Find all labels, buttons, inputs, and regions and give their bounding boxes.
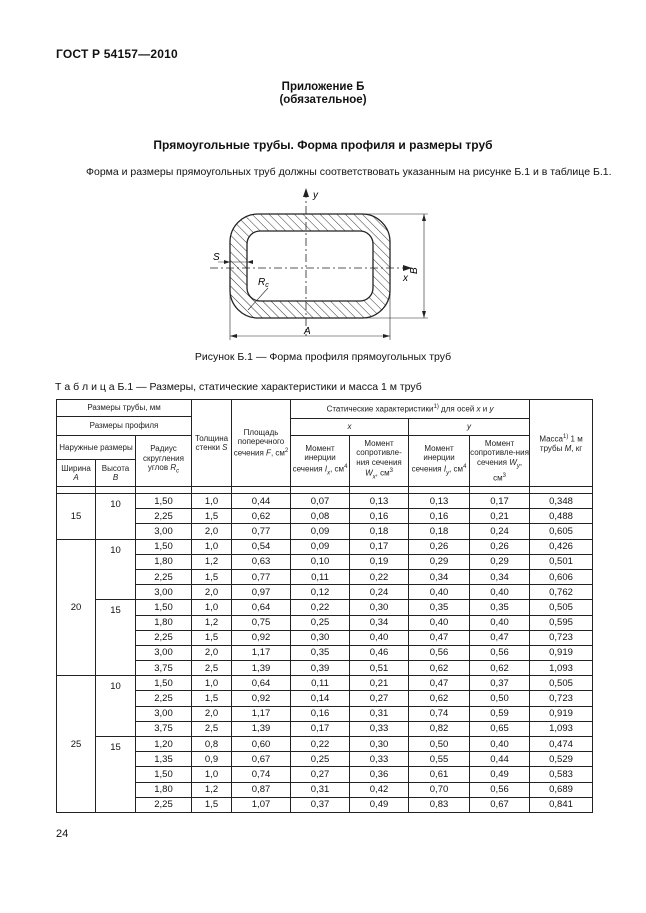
header-pipe-dims: Размеры трубы, мм — [57, 400, 192, 417]
table-cell: 0,29 — [470, 554, 530, 569]
table-cell: 0,501 — [530, 554, 593, 569]
table-cell: 0,31 — [350, 706, 409, 721]
header-axis-y: y — [409, 419, 530, 436]
table-cell: 0,18 — [409, 524, 470, 539]
table-cell: 0,44 — [232, 494, 291, 509]
separator-cell — [96, 487, 136, 494]
table-row — [57, 691, 593, 706]
table-row — [57, 645, 593, 660]
table-cell: 0,30 — [350, 600, 409, 615]
table-cell: 0,529 — [530, 752, 593, 767]
table-cell: 0,07 — [291, 494, 350, 509]
table-cell: 2,5 — [192, 661, 232, 676]
y-axis-arrow — [303, 188, 309, 197]
table-cell: 0,65 — [470, 721, 530, 736]
table-cell: 0,33 — [350, 752, 409, 767]
cell-width: 20 — [57, 539, 96, 676]
profile-figure — [196, 184, 446, 342]
table-cell: 0,74 — [409, 706, 470, 721]
table-row — [57, 585, 593, 600]
table-cell: 0,841 — [530, 797, 593, 812]
table-cell: 1,2 — [192, 782, 232, 797]
table-cell: 2,0 — [192, 645, 232, 660]
table-cell: 0,35 — [409, 600, 470, 615]
table-cell: 0,25 — [291, 752, 350, 767]
table-cell: 2,25 — [136, 630, 192, 645]
table-cell: 0,8 — [192, 737, 232, 752]
table-cell: 1,17 — [232, 706, 291, 721]
table-cell: 1,0 — [192, 767, 232, 782]
header-axis-x: x — [291, 419, 409, 436]
table-cell: 0,36 — [350, 767, 409, 782]
table-cell: 0,16 — [291, 706, 350, 721]
header-iy: Момент инерции сечения $I_y$, $см^4$ — [409, 436, 470, 487]
table-cell: 0,63 — [232, 554, 291, 569]
separator-cell — [291, 487, 350, 494]
header-ix: Момент инерции сечения $I_x$, $см^4$ — [291, 436, 350, 487]
appendix-title: Приложение Б — [281, 81, 365, 93]
table-cell: 0,505 — [530, 600, 593, 615]
separator-cell — [192, 487, 232, 494]
table-cell: 0,77 — [232, 524, 291, 539]
table-cell: 0,10 — [291, 554, 350, 569]
table-cell: 0,56 — [470, 645, 530, 660]
table-cell: 0,82 — [409, 721, 470, 736]
cell-height: 15 — [96, 737, 136, 813]
separator-cell — [470, 487, 530, 494]
table-cell: 1,2 — [192, 615, 232, 630]
table-cell: 0,49 — [470, 767, 530, 782]
table-row — [57, 721, 593, 736]
header-height: Высота B — [96, 460, 136, 487]
separator-cell — [409, 487, 470, 494]
table-cell: 0,55 — [409, 752, 470, 767]
table-cell: 0,22 — [350, 569, 409, 584]
appendix-status: (обязательное) — [279, 94, 367, 106]
table-cell: 0,62 — [232, 509, 291, 524]
table-row — [57, 554, 593, 569]
table-cell: 0,87 — [232, 782, 291, 797]
cell-width: 25 — [57, 676, 96, 813]
table-cell: 0,606 — [530, 569, 593, 584]
table-cell: 2,5 — [192, 721, 232, 736]
table-cell: 0,64 — [232, 600, 291, 615]
table-cell: 0,723 — [530, 691, 593, 706]
table-cell: 0,29 — [409, 554, 470, 569]
table-cell: 0,62 — [409, 691, 470, 706]
table-cell: 0,31 — [291, 782, 350, 797]
table-cell: 0,18 — [350, 524, 409, 539]
table-cell: 1,0 — [192, 494, 232, 509]
table-cell: 2,25 — [136, 691, 192, 706]
table-cell: 0,40 — [470, 585, 530, 600]
table-cell: 1,50 — [136, 676, 192, 691]
table-cell: 0,723 — [530, 630, 593, 645]
table-cell: 1,5 — [192, 797, 232, 812]
separator-cell — [350, 487, 409, 494]
table-cell: 0,47 — [409, 630, 470, 645]
table-cell: 3,75 — [136, 661, 192, 676]
table-row — [57, 630, 593, 645]
table-cell: 0,17 — [350, 539, 409, 554]
table-cell: 0,30 — [291, 630, 350, 645]
table-cell: 0,34 — [350, 615, 409, 630]
header-mass: Масса$^{1)}$ 1 м трубы M, кг — [530, 400, 593, 487]
table-cell: 0,09 — [291, 539, 350, 554]
table-cell: 1,17 — [232, 645, 291, 660]
table-cell: 0,17 — [291, 721, 350, 736]
separator-cell — [530, 487, 593, 494]
table-row — [57, 737, 593, 752]
header-area: Площадь поперечного сечения F, $см^2$ — [232, 400, 291, 487]
document-header: ГОСТ Р 54157—2010 — [56, 47, 178, 61]
table-cell: 0,42 — [350, 782, 409, 797]
table-row — [57, 706, 593, 721]
table-row — [57, 494, 593, 509]
table-cell: 1,20 — [136, 737, 192, 752]
table-cell: 3,00 — [136, 524, 192, 539]
table-cell: 0,13 — [350, 494, 409, 509]
table-cell: 1,093 — [530, 721, 593, 736]
table-cell: 0,24 — [470, 524, 530, 539]
table-cell: 0,21 — [350, 676, 409, 691]
header-radius: Радиус скругления углов $R_c$ — [136, 436, 192, 487]
table-row — [57, 676, 593, 691]
table-cell: 1,35 — [136, 752, 192, 767]
table-row — [57, 797, 593, 812]
table-cell: 0,26 — [409, 539, 470, 554]
table-cell: 2,0 — [192, 706, 232, 721]
table-cell: 0,40 — [409, 615, 470, 630]
cell-width: 15 — [57, 494, 96, 540]
table-cell: 1,5 — [192, 630, 232, 645]
table-cell: 1,5 — [192, 569, 232, 584]
table-cell: 0,919 — [530, 706, 593, 721]
x-axis-label: x — [403, 273, 408, 284]
table-cell: 0,49 — [350, 797, 409, 812]
table-cell: 0,16 — [350, 509, 409, 524]
cell-height: 10 — [96, 539, 136, 600]
table-cell: 1,0 — [192, 539, 232, 554]
table-cell: 0,37 — [291, 797, 350, 812]
table-cell: 0,51 — [350, 661, 409, 676]
table-cell: 0,09 — [291, 524, 350, 539]
table-cell: 0,12 — [291, 585, 350, 600]
table-cell: 0,14 — [291, 691, 350, 706]
table-cell: 0,39 — [291, 661, 350, 676]
table-cell: 3,00 — [136, 645, 192, 660]
table-cell: 0,26 — [470, 539, 530, 554]
table-cell: 3,00 — [136, 706, 192, 721]
table-cell: 0,46 — [350, 645, 409, 660]
table-cell: 2,25 — [136, 509, 192, 524]
table-cell: 3,75 — [136, 721, 192, 736]
table-cell: 0,426 — [530, 539, 593, 554]
separator-cell — [57, 487, 96, 494]
figure-caption: Рисунок Б.1 — Форма профиля прямоугольных труб — [194, 351, 452, 363]
table-cell: 0,70 — [409, 782, 470, 797]
table-cell: 0,33 — [350, 721, 409, 736]
s-label: S — [213, 252, 220, 263]
table-row — [57, 752, 593, 767]
table-cell: 0,17 — [470, 494, 530, 509]
table-row — [57, 509, 593, 524]
cell-height: 10 — [96, 676, 136, 737]
table-body — [57, 487, 593, 813]
table-cell: 2,25 — [136, 797, 192, 812]
separator-cell — [136, 487, 192, 494]
table-row — [57, 524, 593, 539]
table-row — [57, 767, 593, 782]
page-number: 24 — [56, 828, 69, 840]
table-cell: 0,47 — [470, 630, 530, 645]
table-cell: 1,50 — [136, 539, 192, 554]
header-wx: Момент сопротивле-ния сечения $W_x$, $см^3$ — [350, 436, 409, 487]
section-title: Прямоугольные трубы. Форма профиля и размеры труб — [153, 138, 493, 152]
separator-cell — [232, 487, 291, 494]
table-cell: 0,59 — [470, 706, 530, 721]
table-row — [57, 569, 593, 584]
pipe-wall — [230, 214, 390, 318]
table-row — [57, 600, 593, 615]
table-cell: 1,093 — [530, 661, 593, 676]
table-cell: 0,488 — [530, 509, 593, 524]
table-cell: 0,60 — [232, 737, 291, 752]
table-cell: 0,83 — [409, 797, 470, 812]
table-cell: 0,27 — [291, 767, 350, 782]
table-cell: 0,40 — [350, 630, 409, 645]
table-cell: 0,34 — [470, 569, 530, 584]
table-cell: 0,74 — [232, 767, 291, 782]
table-cell: 1,39 — [232, 721, 291, 736]
table-row — [57, 539, 593, 554]
table-cell: 0,56 — [470, 782, 530, 797]
header-static: Статические характеристики$^{1)}$ для осей x и y — [291, 400, 530, 419]
table-cell: 0,35 — [470, 600, 530, 615]
table-row — [57, 782, 593, 797]
table-cell: 0,19 — [350, 554, 409, 569]
table-cell: 1,50 — [136, 494, 192, 509]
table-cell: 0,35 — [291, 645, 350, 660]
table-cell: 0,583 — [530, 767, 593, 782]
table-cell: 0,64 — [232, 676, 291, 691]
header-outer-dims: Наружные размеры — [57, 436, 136, 460]
table-cell: 0,25 — [291, 615, 350, 630]
table-cell: 0,44 — [470, 752, 530, 767]
table-cell: 0,40 — [470, 737, 530, 752]
table-cell: 3,00 — [136, 585, 192, 600]
a-label: A — [304, 326, 311, 337]
header-wy: Момент сопротивле-ния сечения $W_y$, $см^3$ — [470, 436, 530, 487]
table-cell: 0,67 — [232, 752, 291, 767]
table-cell: 0,97 — [232, 585, 291, 600]
table-cell: 0,47 — [409, 676, 470, 691]
intro-paragraph: Форма и размеры прямоугольных труб должны соответствовать указанным на рисунке Б.1 и в таблице Б.1. — [86, 166, 612, 178]
table-cell: 1,0 — [192, 600, 232, 615]
table-cell: 0,62 — [470, 661, 530, 676]
header-profile-dims: Размеры профиля — [57, 417, 192, 436]
table-cell: 0,75 — [232, 615, 291, 630]
table-cell: 0,61 — [409, 767, 470, 782]
table-cell: 1,80 — [136, 554, 192, 569]
cell-height: 10 — [96, 494, 136, 540]
cell-height: 15 — [96, 600, 136, 676]
table-cell: 2,0 — [192, 585, 232, 600]
table-cell: 0,92 — [232, 630, 291, 645]
table-cell: 0,16 — [409, 509, 470, 524]
dimensions-table — [56, 399, 593, 813]
table-cell: 0,762 — [530, 585, 593, 600]
table-cell: 0,34 — [409, 569, 470, 584]
table-cell: 0,54 — [232, 539, 291, 554]
table-cell: 2,25 — [136, 569, 192, 584]
table-cell: 0,689 — [530, 782, 593, 797]
table-row — [57, 615, 593, 630]
table-cell: 0,92 — [232, 691, 291, 706]
rc-label: $R_c$ — [258, 277, 269, 289]
table-cell: 0,62 — [409, 661, 470, 676]
table-cell: 0,9 — [192, 752, 232, 767]
table-cell: 1,39 — [232, 661, 291, 676]
table-cell: 0,50 — [470, 691, 530, 706]
table-cell: 0,13 — [409, 494, 470, 509]
table-cell: 1,50 — [136, 767, 192, 782]
table-cell: 0,474 — [530, 737, 593, 752]
table-cell: 0,348 — [530, 494, 593, 509]
table-cell: 0,21 — [470, 509, 530, 524]
table-cell: 1,50 — [136, 600, 192, 615]
table-cell: 0,505 — [530, 676, 593, 691]
table-cell: 0,919 — [530, 645, 593, 660]
table-cell: 0,24 — [350, 585, 409, 600]
table-cell: 0,22 — [291, 737, 350, 752]
table-cell: 0,77 — [232, 569, 291, 584]
b-label: B — [409, 267, 420, 274]
table-cell: 1,80 — [136, 615, 192, 630]
table-cell: 1,5 — [192, 509, 232, 524]
table-cell: 0,67 — [470, 797, 530, 812]
table-cell: 1,5 — [192, 691, 232, 706]
table-cell: 0,50 — [409, 737, 470, 752]
table-cell: 0,40 — [409, 585, 470, 600]
table-cell: 0,11 — [291, 569, 350, 584]
y-axis-label: y — [313, 190, 318, 201]
table-cell: 1,07 — [232, 797, 291, 812]
header-width: Ширина A — [57, 460, 96, 487]
table-cell: 0,37 — [470, 676, 530, 691]
table-cell: 0,08 — [291, 509, 350, 524]
table-cell: 0,40 — [470, 615, 530, 630]
table-cell: 0,56 — [409, 645, 470, 660]
table-title: Т а б л и ц а Б.1 — Размеры, статические характеристики и масса 1 м труб — [55, 381, 422, 393]
table-cell: 1,80 — [136, 782, 192, 797]
table-cell: 0,11 — [291, 676, 350, 691]
table-cell: 0,595 — [530, 615, 593, 630]
header-wall: Толщина стенки S — [192, 400, 232, 487]
table-cell: 0,27 — [350, 691, 409, 706]
table-cell: 1,2 — [192, 554, 232, 569]
table-cell: 0,30 — [350, 737, 409, 752]
table-cell: 1,0 — [192, 676, 232, 691]
table-cell: 2,0 — [192, 524, 232, 539]
table-cell: 0,22 — [291, 600, 350, 615]
table-cell: 0,605 — [530, 524, 593, 539]
table-row — [57, 661, 593, 676]
